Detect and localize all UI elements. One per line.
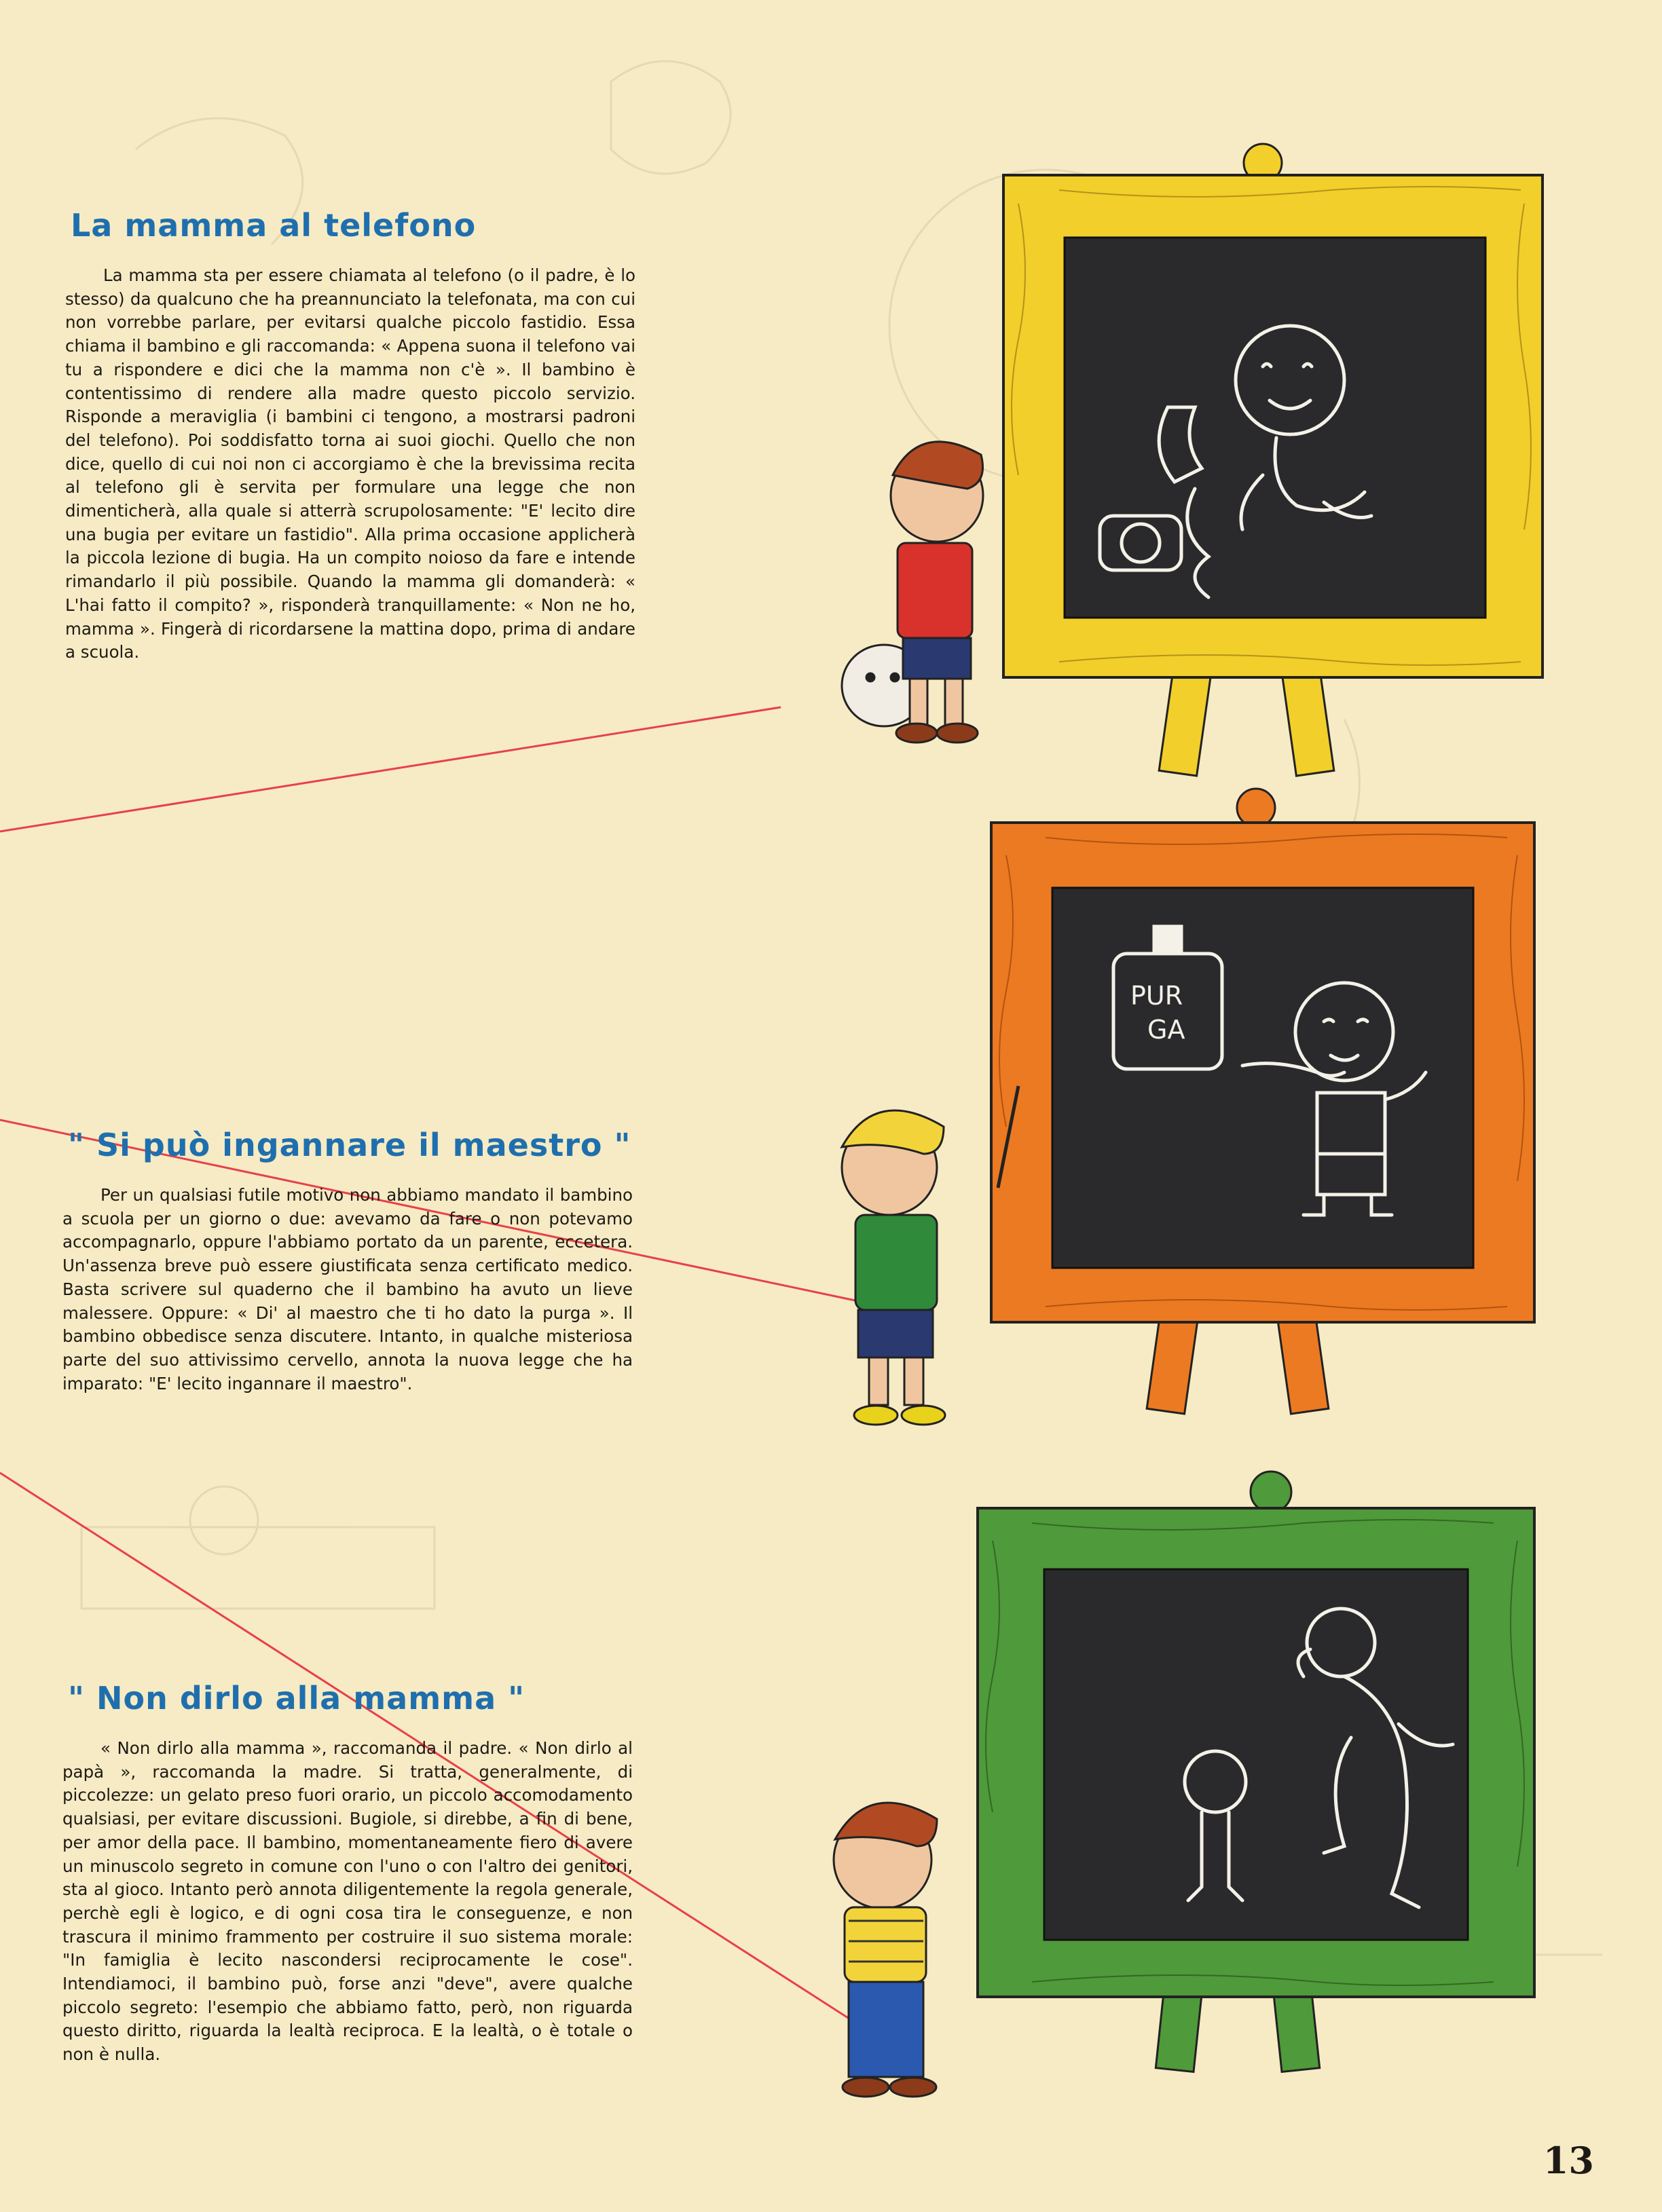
section-body: Per un qualsiasi futile motivo non abbiamo mandato il bambino a scuola per un giorno o due: avevamo da fare o non potevamo accompagnarlo, oppure l'abbiamo portato da un parente, eccetera. Un'assenza breve può essere giustificata senza certificato medico. Basta scrivere sul quaderno che il bambino ha avuto un lieve malessere. Oppure: « Di' al maestro che ti ho dato la purga ». Il bambino obbedisce senza discutere. Intanto, in qualche misteriosa parte del suo attivissimo cervello, annota la nuova legge che ha imparato: "E' lecito ingannare il maestro". xyxy=(62,1185,633,1393)
section-non-dirlo-mamma xyxy=(62,1680,633,2067)
section-mamma-telefono xyxy=(65,207,635,664)
section-title: La mamma al telefono xyxy=(71,207,477,244)
blackboard-secret xyxy=(978,1471,1534,2072)
section-title: " Si può ingannare il maestro " xyxy=(68,1127,631,1163)
easel-leg-left xyxy=(1159,663,1212,776)
section-body: La mamma sta per essere chiamata al telefono (o il padre, è lo stesso) da qualcuno che ha preannunciato la telefonata, ma con cui non vorrebbe parlare, per evitarsi qualche piccolo fastidio. Essa chiama il bambino e gli raccomanda: « Appena suona il telefono vai tu a rispondere e dici che la mamma non c'è ». Il bambino è contentissimo di rendere alla madre questo piccolo servizio. Risponde a meraviglia (i bambini ci tengono, a mostrarsi padroni del telefono). Poi soddisfatto torna ai suoi giochi. Quello che non dice, quello di cui noi non ci accorgiamo è che la brevissima recita al telefono gli è servita per formulare una legge che non dimenticherà, alla quale si atterrà scrupolosamente: "E' lecito dire una bugia per evitare un fastidio". Alla prima occasione applicherà la piccola lezione di bugia. Ha un compito noioso da fare e intende rimandarlo il più possibile. Quando la mamma gli domanderà: « L'hai fatto il compito? », risponderà tranquillamente: « Non ne ho, mamma ». Fingerà di ricordarsene la mattina dopo, prima di andare a scuola. xyxy=(65,265,635,662)
hanger-knob xyxy=(1237,789,1275,827)
blackboard-purga xyxy=(991,789,1534,1414)
board-surface xyxy=(1052,888,1473,1268)
blackboard-telephone xyxy=(1003,144,1543,776)
bottle-label-line1: PUR xyxy=(1130,981,1183,1011)
bottle-label-line2: GA xyxy=(1147,1015,1185,1045)
section-title: " Non dirlo alla mamma " xyxy=(68,1680,525,1717)
hanger-knob xyxy=(1251,1471,1291,1512)
easel-leg-right xyxy=(1281,663,1334,776)
child-redhead-thinking xyxy=(834,1803,937,2097)
board-surface xyxy=(1065,238,1485,618)
section-ingannare-maestro xyxy=(62,1127,633,1395)
section-body: « Non dirlo alla mamma », raccomanda il padre. « Non dirlo al papà », raccomanda la madre. Si tratta, generalmente, di piccolezze: un gelato preso fuori orario, un piccolo accomodamento qualsiasi, per evitare discussioni. Bugiole, si direbbe, a fin di bene, per amor della pace. Il bambino, momentaneamente fiero di avere un minuscolo segreto in comune con l'uno o con l'altro dei genitori, sta al gioco. Intanto però annota diligentemente la regola generale, perchè egli è logico, e di ogni cosa tira le conseguenze, e non trascura il minimo frammento per costruire il suo sistema morale: "In famiglia è lecito nascondersi reciprocamente le cose". Intendiamoci, il bambino può, forse anzi "deve", avere qualche piccolo segreto: l'esempio che abbiamo fatto, però, non riguarda questo diritto, riguarda la lealtà reciproca. E la lealtà, o è totale o non è nulla. xyxy=(62,1738,633,2065)
child-redhead-with-dog xyxy=(842,442,983,743)
page-number: 13 xyxy=(1543,2139,1594,2182)
